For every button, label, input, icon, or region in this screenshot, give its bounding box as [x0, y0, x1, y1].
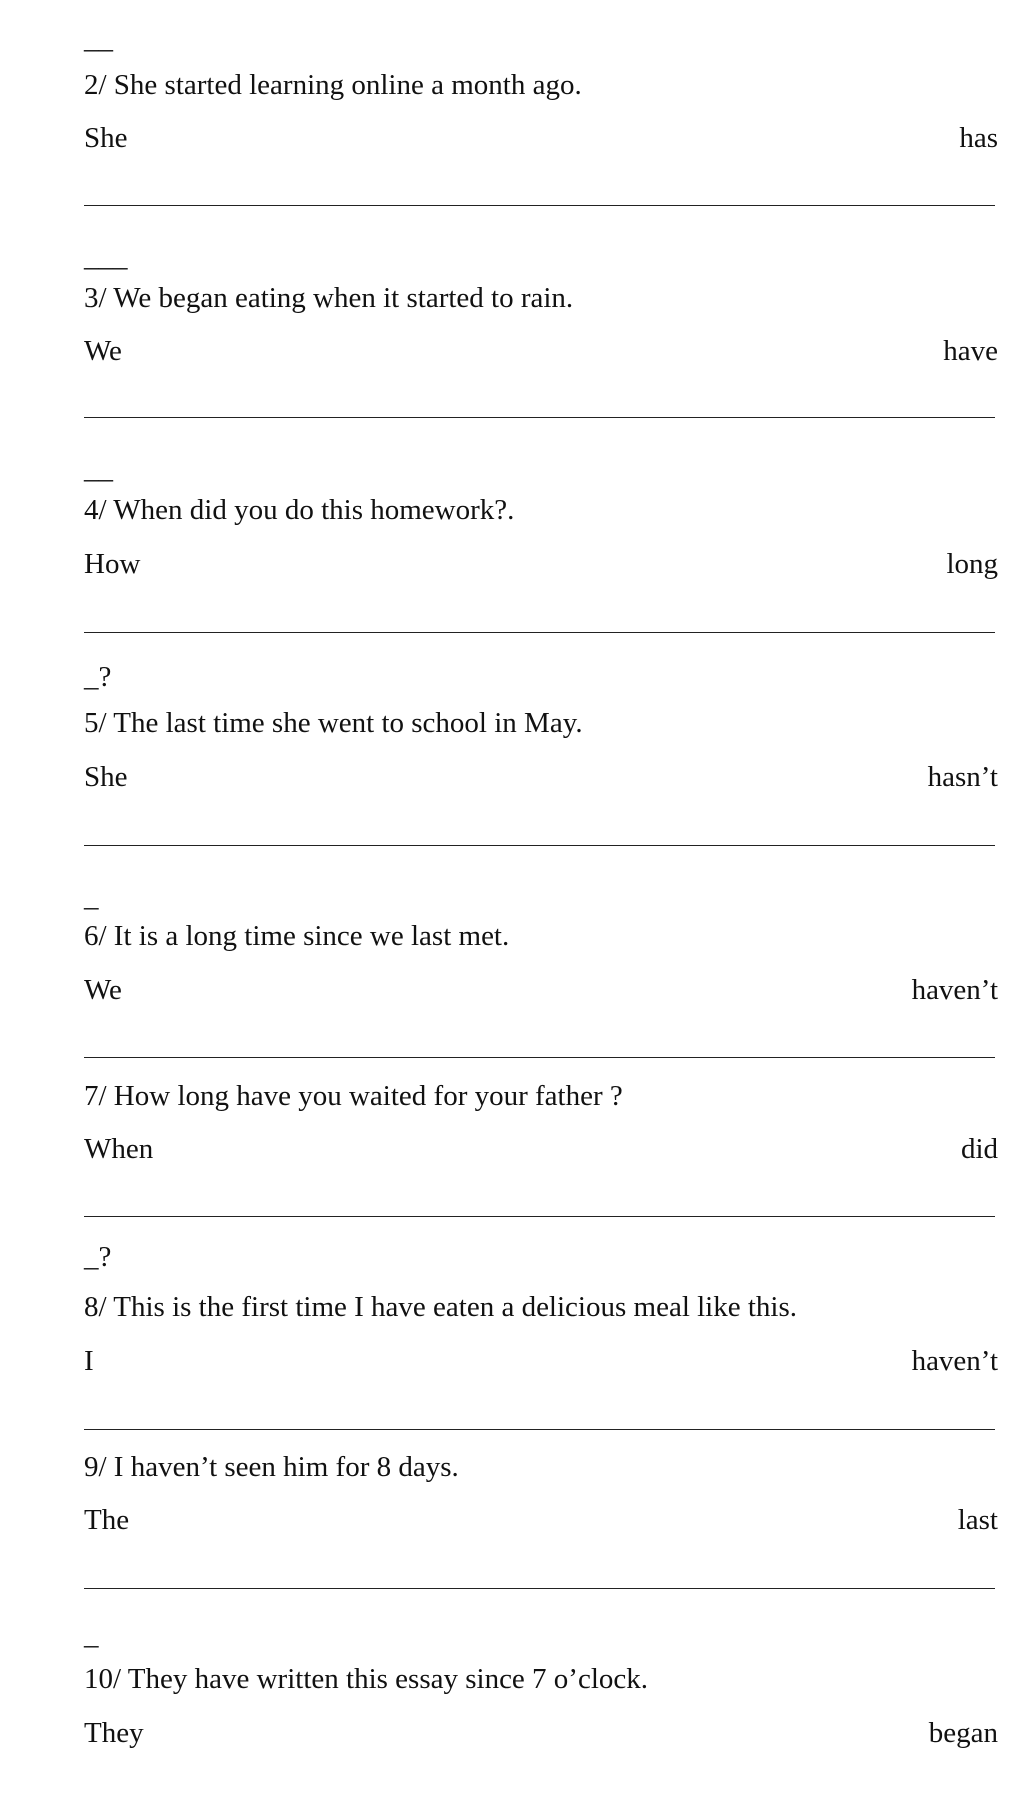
answer-line[interactable]	[84, 1057, 995, 1058]
start-word: She	[84, 761, 128, 793]
start-word: How	[84, 548, 141, 580]
answer-line[interactable]	[84, 845, 995, 846]
prompt-row	[84, 760, 998, 794]
answer-tail: __	[84, 453, 113, 485]
prompt-row	[84, 1503, 998, 1537]
start-word: She	[84, 122, 128, 154]
exercise-question: 7/ How long have you waited for your father ?	[84, 1080, 623, 1112]
cue-word: hasn’t	[927, 761, 998, 793]
answer-tail: _?	[84, 1241, 112, 1273]
prompt-row	[84, 973, 998, 1007]
answer-tail: _?	[84, 661, 112, 693]
exercise-question: 9/ I haven’t seen him for 8 days.	[84, 1451, 459, 1483]
answer-line[interactable]	[84, 1216, 995, 1217]
start-word: The	[84, 1504, 130, 1536]
start-word: They	[84, 1717, 144, 1749]
start-word: I	[84, 1345, 94, 1377]
prompt-row	[84, 1716, 998, 1750]
cue-word: last	[957, 1504, 998, 1536]
prompt-row	[84, 121, 998, 155]
cue-word: haven’t	[911, 1345, 998, 1377]
answer-line[interactable]	[84, 1588, 995, 1589]
cue-word: did	[960, 1133, 998, 1165]
exercise-question: 2/ She started learning online a month ago.	[84, 69, 582, 101]
answer-tail: _	[84, 881, 99, 913]
answer-line[interactable]	[84, 417, 995, 418]
exercise-question: 5/ The last time she went to school in May.	[84, 707, 583, 739]
answer-line[interactable]	[84, 632, 995, 633]
cue-word: long	[946, 548, 998, 580]
prompt-row	[84, 547, 998, 581]
prompt-row	[84, 334, 998, 368]
cue-word: have	[943, 335, 998, 367]
start-word: We	[84, 335, 122, 367]
exercise-question: 6/ It is a long time since we last met.	[84, 920, 510, 952]
exercise-question: 4/ When did you do this homework?.	[84, 494, 515, 526]
start-word: When	[84, 1133, 154, 1165]
answer-line[interactable]	[84, 205, 995, 206]
exercise-question: 8/ This is the first time I have eaten a delicious meal like this.	[84, 1291, 798, 1323]
exercise-question: 10/ They have written this essay since 7 o’clock.	[84, 1663, 649, 1695]
prompt-row	[84, 1344, 998, 1378]
start-word: We	[84, 974, 122, 1006]
worksheet-page	[84, 0, 998, 1800]
cue-word: began	[928, 1717, 998, 1749]
answer-tail: __	[84, 23, 113, 55]
answer-tail: _	[84, 1619, 99, 1651]
answer-line[interactable]	[84, 1429, 995, 1430]
exercise-question: 3/ We began eating when it started to rain.	[84, 282, 574, 314]
cue-word: has	[959, 122, 998, 154]
prompt-row	[84, 1132, 998, 1166]
cue-word: haven’t	[911, 974, 998, 1006]
answer-tail: ___	[84, 241, 128, 273]
